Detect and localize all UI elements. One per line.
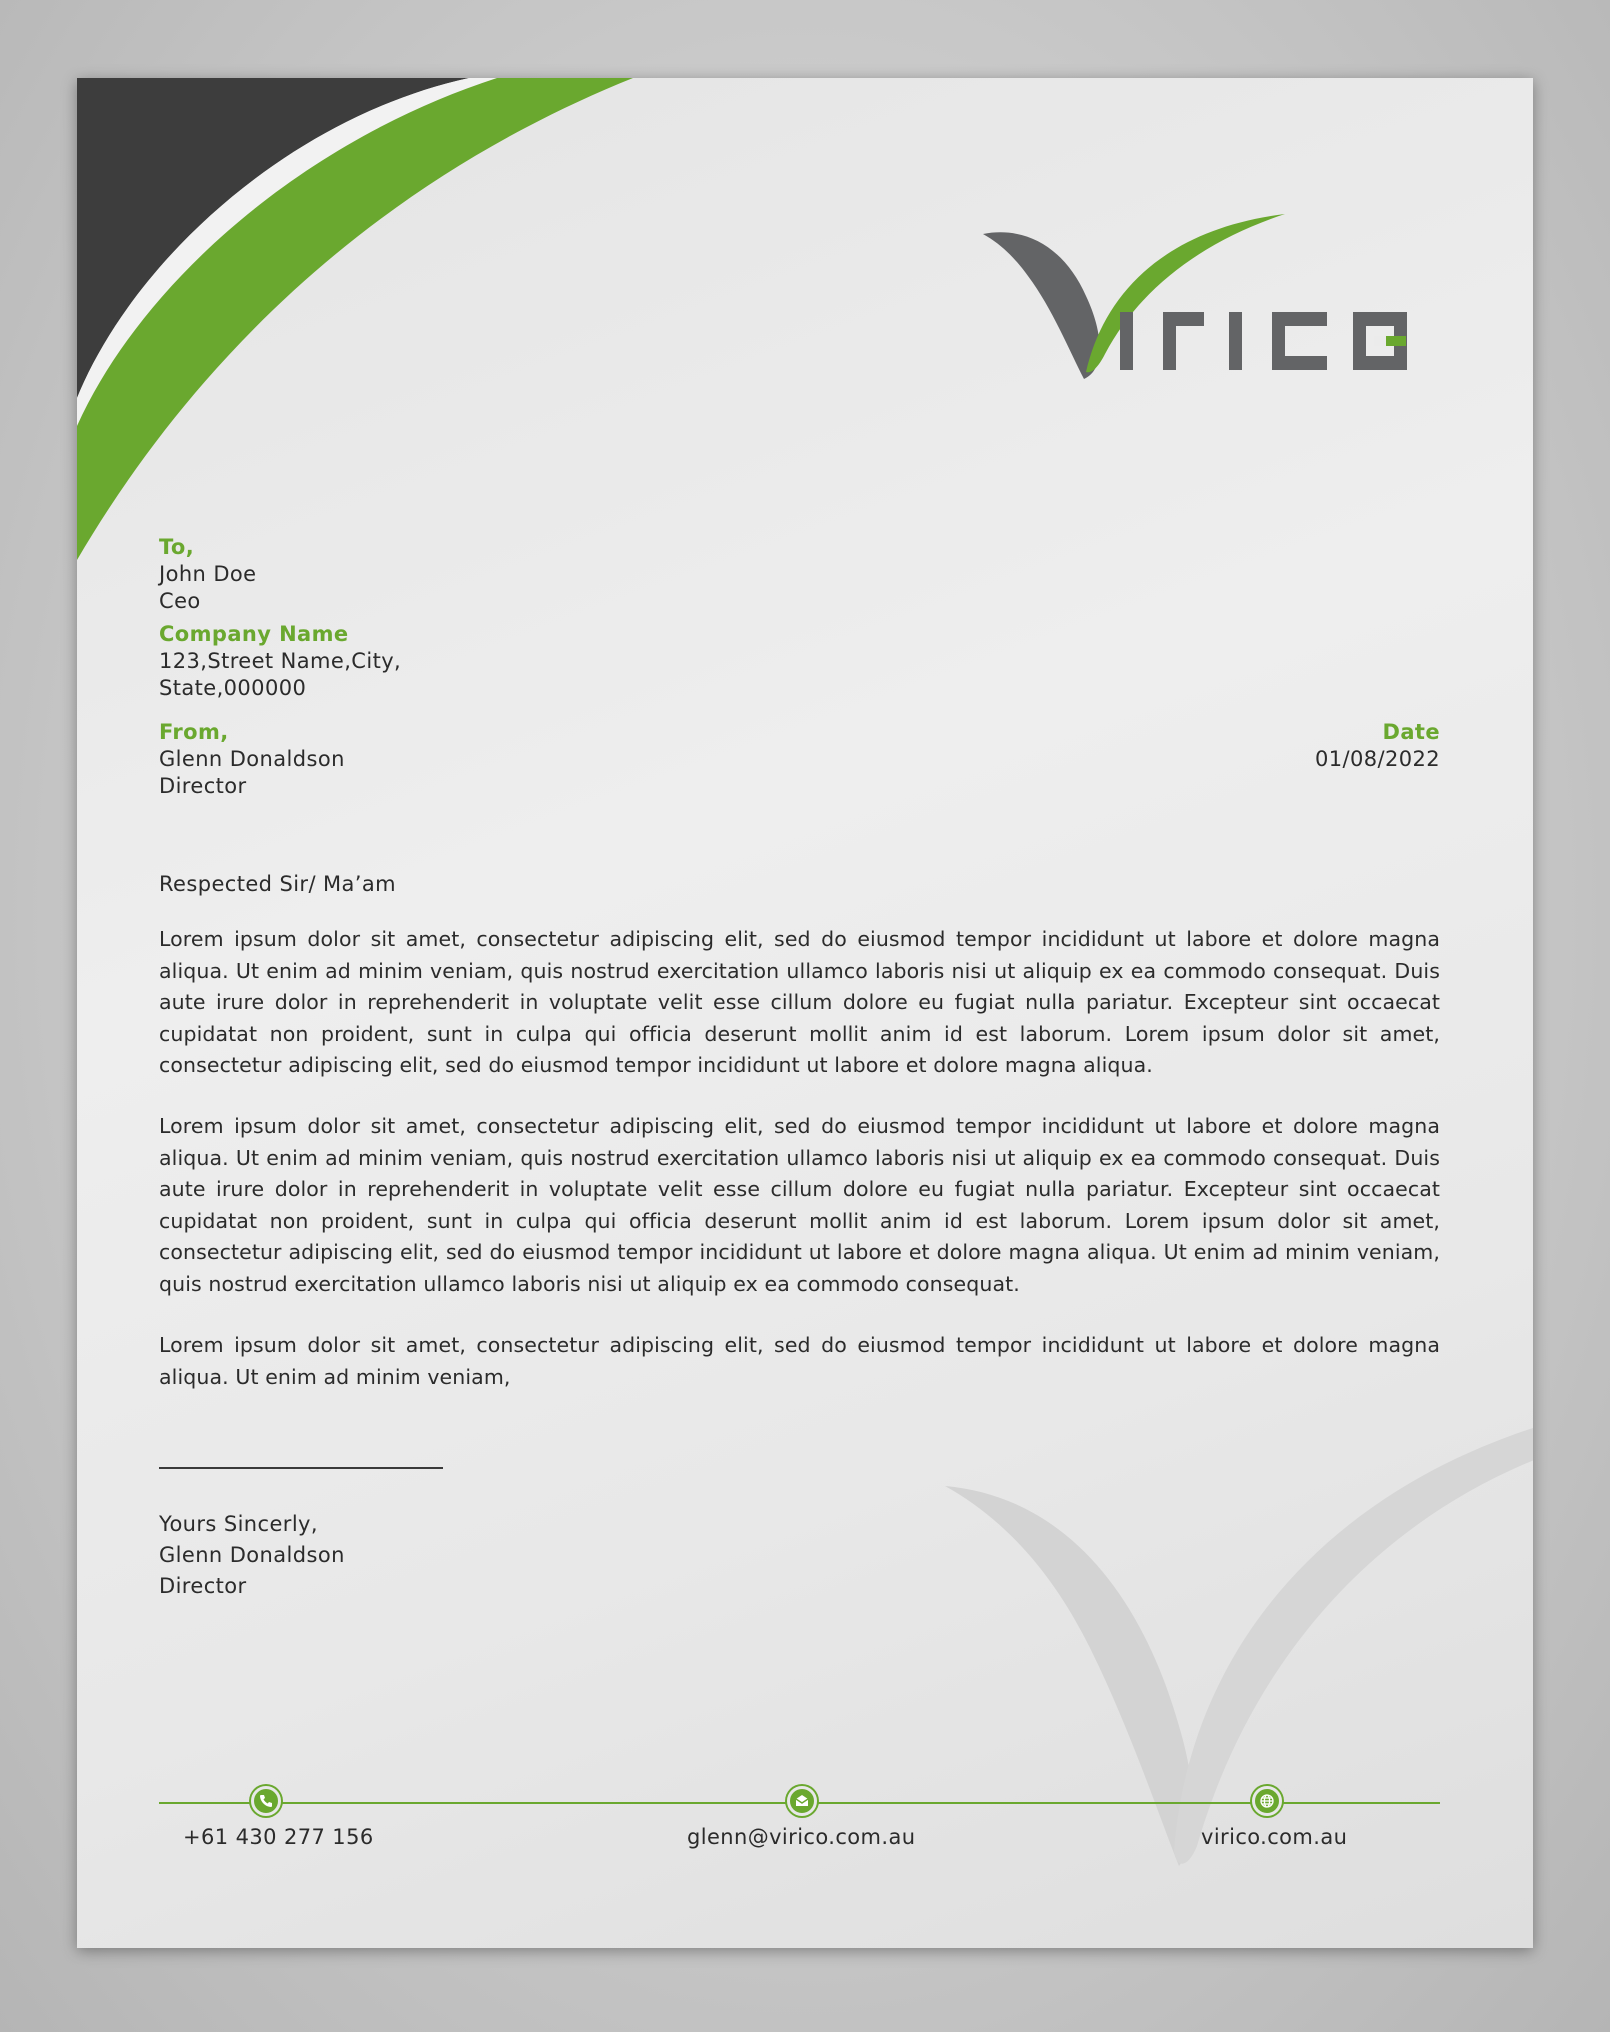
address-line-1: 123,Street Name,City,	[159, 649, 402, 673]
letterhead-page	[77, 78, 1533, 1948]
from-label: From,	[159, 720, 229, 744]
address-line-2: State,000000	[159, 676, 307, 700]
date-label: Date	[1382, 720, 1440, 744]
recipient-block	[159, 534, 401, 702]
body-paragraph-3: Lorem ipsum dolor sit amet, consectetur adipiscing elit, sed do eiusmod tempor incididunt ut labore et dolore magna aliqua. Ut enim ad minim veniam,	[159, 1333, 1440, 1389]
globe-icon	[1252, 1786, 1282, 1816]
footer-email[interactable]: glenn@virico.com.au	[687, 1825, 916, 1849]
body-paragraph-1: Lorem ipsum dolor sit amet, consectetur adipiscing elit, sed do eiusmod tempor incididunt ut labore et dolore magna aliqua. Ut enim ad minim veniam, quis nostrud exercitation ullamco laboris nisi ut aliquip ex ea commodo consequat. Duis aute irure dolor in reprehenderit in voluptate velit esse cillum dolore eu fugiat nulla pariatur. Excepteur sint occaecat cupidatat non proident, sunt in culpa qui officia deserunt mollit anim id est laborum. Lorem ipsum dolor sit amet, consectetur adipiscing elit, sed do eiusmod tempor incididunt ut labore et dolore magna aliqua.	[159, 927, 1440, 1077]
watermark-v-left	[945, 1486, 1193, 1866]
logo-v-gray-stroke	[983, 232, 1100, 379]
corner-swoosh-graphic	[77, 78, 637, 568]
sender-title: Director	[159, 774, 247, 798]
salutation: Respected Sir/ Ma’am	[159, 872, 397, 896]
watermark-v-graphic	[859, 1346, 1533, 1886]
footer-website[interactable]: virico.com.au	[1201, 1825, 1348, 1849]
logo-v-green-leaf	[1086, 214, 1285, 372]
watermark-v-right	[1174, 1426, 1533, 1864]
sender-name: Glenn Donaldson	[159, 747, 345, 771]
recipient-title: Ceo	[159, 589, 201, 613]
to-label: To,	[159, 535, 195, 559]
phone-icon	[251, 1786, 281, 1816]
closing-title: Director	[159, 1574, 247, 1598]
valediction: Yours Sincerly,	[159, 1512, 318, 1536]
closing-block	[159, 1509, 345, 1602]
sender-block	[159, 719, 345, 800]
logo-letters	[1120, 312, 1407, 370]
email-icon	[787, 1786, 817, 1816]
signature-line	[159, 1467, 443, 1469]
closing-name: Glenn Donaldson	[159, 1543, 345, 1567]
recipient-name: John Doe	[159, 562, 257, 586]
footer-phone[interactable]: +61 430 277 156	[183, 1825, 374, 1849]
body-paragraph-2: Lorem ipsum dolor sit amet, consectetur adipiscing elit, sed do eiusmod tempor incididunt ut labore et dolore magna aliqua. Ut enim ad minim veniam, quis nostrud exercitation ullamco laboris nisi ut aliquip ex ea commodo consequat. Duis aute irure dolor in reprehenderit in voluptate velit esse cillum dolore eu fugiat nulla pariatur. Excepteur sint occaecat cupidatat non proident, sunt in culpa qui officia deserunt mollit anim id est laborum. Lorem ipsum dolor sit amet, consectetur adipiscing elit, sed do eiusmod tempor incididunt ut labore et dolore magna aliqua. Ut enim ad minim veniam, quis nostrud exercitation ullamco laboris nisi ut aliquip ex ea commodo consequat.	[159, 1114, 1440, 1296]
date-value: 01/08/2022	[1314, 747, 1440, 771]
company-name-label: Company Name	[159, 622, 349, 646]
virico-logo	[904, 134, 1424, 414]
date-block	[1315, 719, 1440, 773]
